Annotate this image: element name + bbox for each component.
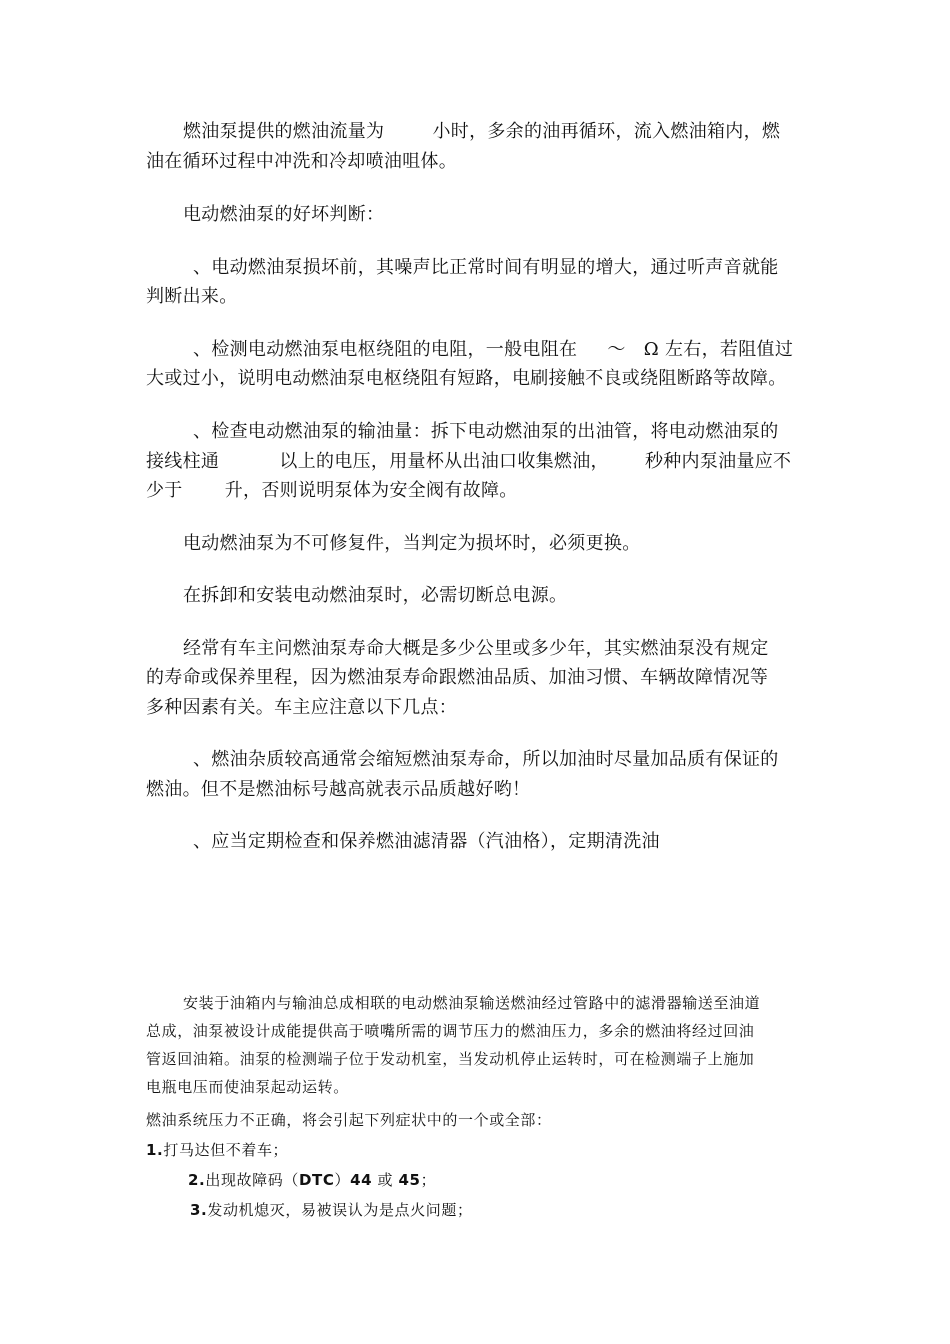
list-item-2-text-b: ） [334, 1171, 351, 1189]
p11-line4: 电瓶电压而使油泵起动运转。 [146, 1078, 349, 1096]
p2-heading: 电动燃油泵的好坏判断： [183, 204, 385, 225]
p3-line1: 、电动燃油泵损坏前，其噪声比正常时间有明显的增大，通过听声音就能 [193, 257, 779, 278]
p1-line1: 燃油泵提供的燃油流量为 小时，多余的油再循环，流入燃油箱内，燃 [183, 121, 781, 142]
p7-text: 在拆卸和安装电动燃油泵时，必需切断总电源。 [183, 585, 568, 606]
list-item-3 [190, 1200, 473, 1220]
p4-line2: 大或过小，说明电动燃油泵电枢绕阻有短路，电刷接触不良或绕阻断路等故障。 [146, 368, 787, 389]
list-item-2-code: DTC [298, 1171, 335, 1189]
list-item-1-number: 1. [146, 1141, 164, 1159]
p8-line1: 经常有车主问燃油泵寿命大概是多少公里或多少年，其实燃油泵没有规定 [183, 638, 769, 659]
list-item-2 [188, 1170, 436, 1190]
p4-line1: 、检测电动燃油泵电枢绕阻的电阻，一般电阻在 ～ Ω 左右，若阻值过 [193, 339, 794, 360]
p9-line1: 、燃油杂质较高通常会缩短燃油泵寿命，所以加油时尽量加品质有保证的 [193, 749, 779, 770]
p12-text: 燃油系统压力不正确，将会引起下列症状中的一个或全部： [146, 1111, 552, 1129]
list-item-1-text: 打马达但不着车； [163, 1141, 289, 1159]
list-item-2-number: 2. [188, 1171, 206, 1189]
list-item-2-text-c: 或 [372, 1171, 399, 1189]
p1-line2: 油在循环过程中冲洗和冷却喷油咀体。 [146, 151, 458, 172]
p6-text: 电动燃油泵为不可修复件，当判定为损坏时，必须更换。 [183, 533, 641, 554]
p5-line1: 、检查电动燃油泵的输油量：拆下电动燃油泵的出油管，将电动燃油泵的 [193, 421, 779, 442]
p8-line2: 的寿命或保养里程，因为燃油泵寿命跟燃油品质、加油习惯、车辆故障情况等 [146, 667, 769, 688]
list-item-3-number: 3. [190, 1201, 208, 1219]
p11-line1: 安装于油箱内与输油总成相联的电动燃油泵输送燃油经过管路中的滤滑器输送至油道 [183, 994, 761, 1012]
p9-line2: 燃油。但不是燃油标号越高就表示品质越好哟！ [146, 779, 531, 800]
list-item-1 [146, 1140, 288, 1160]
list-item-2-number-44: 44 [350, 1171, 373, 1189]
list-item-2-text-a: 出现故障码（ [205, 1171, 299, 1189]
p3-line2: 判断出来。 [146, 286, 238, 307]
p8-line3: 多种因素有关。车主应注意以下几点： [146, 697, 458, 718]
p11-line3: 管返回油箱。油泵的检测端子位于发动机室，当发动机停止运转时，可在检测端子上施加 [146, 1050, 755, 1068]
p11-line2: 总成，油泵被设计成能提供高于喷嘴所需的调节压力的燃油压力，多余的燃油将经过回油 [146, 1022, 755, 1040]
list-item-2-number-45: 45 [398, 1171, 421, 1189]
p5-line3: 少于 升，否则说明泵体为安全阀有故障。 [146, 480, 518, 501]
p5-line2: 接线柱通 以上的电压，用量杯从出油口收集燃油， 秒种内泵油量应不 [146, 451, 792, 472]
p10-text: 、应当定期检查和保养燃油滤清器（汽油格），定期清洗油 [193, 831, 660, 852]
list-item-2-text-d: ； [420, 1171, 437, 1189]
list-item-3-text: 发动机熄灭，易被误认为是点火问题； [207, 1201, 473, 1219]
